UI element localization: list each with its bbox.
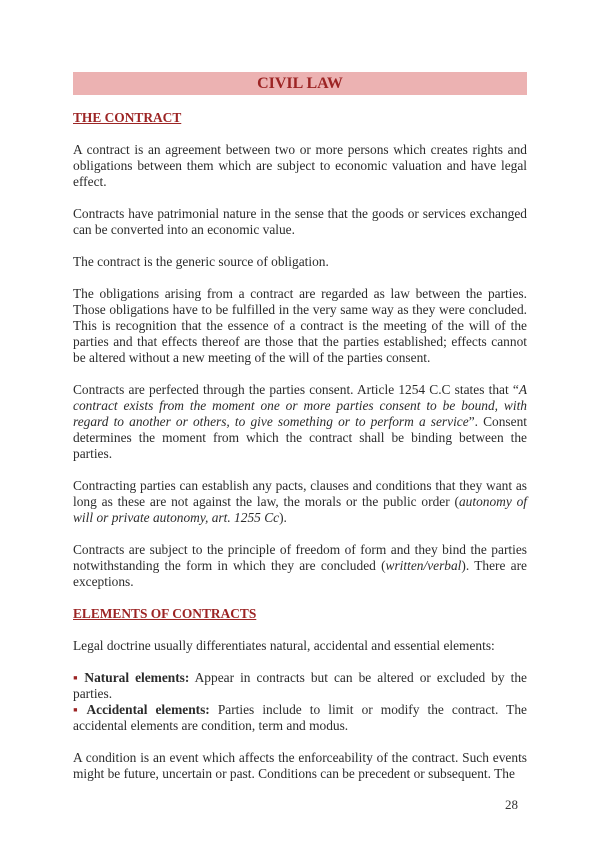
list-item: [73, 702, 527, 734]
paragraph: The contract is the generic source of obligation.: [73, 254, 329, 269]
italic-reference: written/verbal: [385, 558, 462, 573]
list-item-label: Accidental elements:: [86, 702, 210, 717]
paragraph-form: [73, 542, 527, 590]
list-item-text: Appear in contracts but can be altered or excluded by the parties.: [73, 670, 527, 701]
paragraph-text: Contracts are perfected through the parties consent. Article 1254 C.C states that “: [73, 382, 519, 397]
section-heading-contract: THE CONTRACT: [73, 110, 182, 125]
paragraph: A contract is an agreement between two or more persons which creates rights and obligations between them which are subject to economic valuation and have legal effect.: [73, 142, 527, 189]
paragraph-text: ). There are exceptions.: [73, 558, 527, 589]
paragraph: A condition is an event which affects the enforceability of the contract. Such events might be future, uncertain or past. Conditions can be precedent or subsequent. The: [73, 750, 527, 781]
list-item-label: Natural elements:: [84, 670, 190, 685]
paragraph-text: ).: [279, 510, 287, 525]
paragraph-consent: [73, 382, 527, 462]
section-heading-elements: ELEMENTS OF CONTRACTS: [73, 606, 257, 621]
italic-reference: autonomy of will or private autonomy, art. 1255 Cc: [73, 494, 527, 525]
quoted-article-1254: A contract exists from the moment one or more parties consent to be bound, with regard to another or others, to give something or to perform a service: [73, 382, 527, 429]
paragraph: Legal doctrine usually differentiates natural, accidental and essential elements:: [73, 638, 495, 653]
bullet-icon: ▪: [73, 702, 83, 717]
paragraph-autonomy: [73, 478, 527, 526]
bullet-icon: ▪: [73, 670, 81, 685]
list-item: [73, 670, 527, 702]
paragraph-text: Contracts are subject to the principle of freedom of form and they bind the parties notwithstanding the form in which they are concluded (: [73, 542, 527, 573]
paragraph-text: ”. Consent determines the moment from which the contract shall be binding between the parties.: [73, 414, 528, 461]
paragraph: Contracts have patrimonial nature in the sense that the goods or services exchanged can be converted into an economic value.: [73, 206, 527, 237]
page-number: 28: [505, 797, 518, 812]
page-title: CIVIL LAW: [73, 72, 527, 95]
list-item-text: Parties include to limit or modify the contract. The accidental elements are condition, term and modus.: [73, 702, 527, 733]
document-body: [73, 110, 527, 798]
paragraph: The obligations arising from a contract are regarded as law between the parties. Those obligations have to be fulfilled in the very same way as they were concluded. This is recognition that the essence of a contract is the meeting of the will of the parties and that effects thereof are those that the parties established; effects cannot be altered without a new meeting of the will of the parties consent.: [73, 286, 527, 365]
paragraph-text: Contracting parties can establish any pacts, clauses and conditions that they want as long as these are not against the law, the morals or the public order (: [73, 478, 527, 509]
